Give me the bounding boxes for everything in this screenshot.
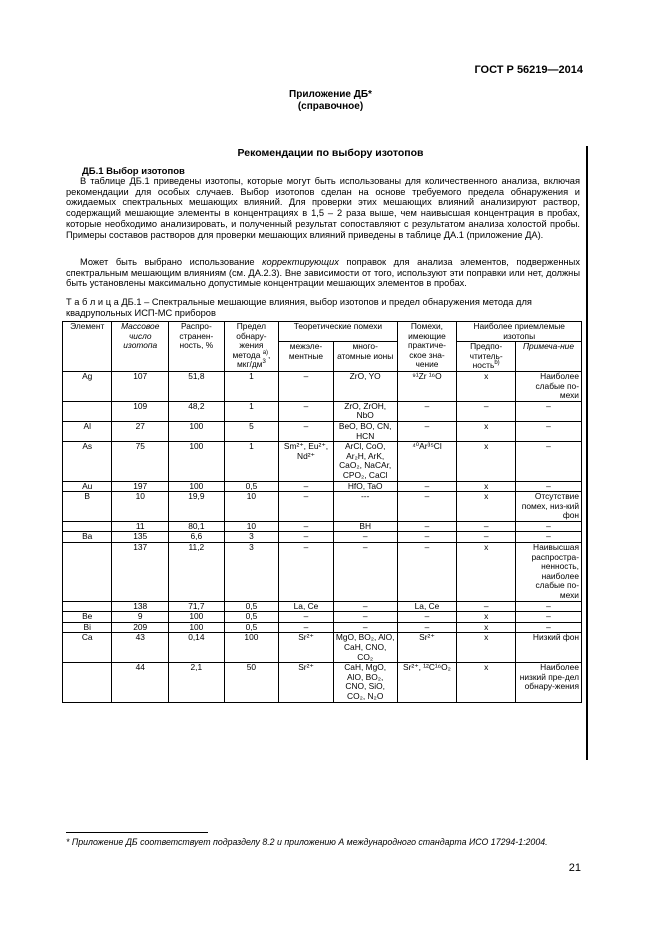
cell-interelement: – (279, 532, 334, 543)
cell-mass-number: 107 (112, 371, 169, 401)
cell-practical: – (397, 421, 457, 441)
cell-practical: – (397, 481, 457, 492)
cell-preferable: x (457, 492, 516, 522)
cell-interelement: La, Ce (279, 601, 334, 612)
document-code: ГОСТ Р 56219—2014 (474, 64, 583, 76)
isotope-table (62, 321, 582, 703)
cell-interelement: Sr²⁺ (279, 663, 334, 702)
cell-preferable: x (457, 633, 516, 663)
header-mass-number: Массовое число изотопа (112, 322, 169, 372)
cell-interelement: – (279, 622, 334, 633)
cell-note: – (516, 622, 582, 633)
table-row (63, 442, 582, 481)
header-theoretical: Теоретические помехи (279, 322, 397, 342)
cell-polyatomic: – (333, 532, 397, 543)
table-row (63, 421, 582, 441)
cell-practical: – (397, 492, 457, 522)
cell-detection-limit: 3 (224, 543, 279, 602)
cell-mass-number: 27 (112, 421, 169, 441)
cell-detection-limit: 1 (224, 442, 279, 481)
cell-note: Отсутствие помех, низ-кий фон (516, 492, 582, 522)
header-element: Элемент (63, 322, 112, 372)
paragraph-2-text-b: поправок для анализа элементов, подверженных спектральным мешающим влияниям (см. ДА.2.3). Вне зависимости от того, используют эти поправки или нет, должны быть установлены максимально допустимые концентрации мешающих элементов в пробах. (66, 257, 580, 289)
cell-abundance: 6,6 (169, 532, 225, 543)
paragraph-1 (66, 176, 580, 240)
cell-detection-limit: 1 (224, 371, 279, 401)
cell-preferable: x (457, 421, 516, 441)
cell-abundance: 0,14 (169, 633, 225, 663)
cell-detection-limit: 10 (224, 492, 279, 522)
header-most-acceptable: Наиболее приемлемые изотопы (457, 322, 582, 342)
cell-note: Низкий фон (516, 633, 582, 663)
cell-preferable: x (457, 543, 516, 602)
cell-element: Bi (63, 622, 112, 633)
cell-mass-number: 10 (112, 492, 169, 522)
cell-polyatomic: – (333, 543, 397, 602)
cell-element: Ca (63, 633, 112, 663)
paragraph-1-text: В таблице ДБ.1 приведены изотопы, которые могут быть использованы для количественного анализа, включая рекомендации для особых случаев. Выбор изотопов сделан на основе требуемого предела обнаружения и ожидаемых спектральных мешающих влияний. Для проверки этих мешающих влияний анализируют раствор, содержащий мешающие элементы в концентрациях в 1,5 – 2 раза выше, чем наивысшая концентрация в пробах, которые необходимо анализировать, и полученный результат сопоставляют с результатом анализа холостой пробы. Примеры составов растворов для проверки мешающих влияний приведены в таблице ДА.1 (приложение ДА). (66, 176, 580, 240)
cell-practical: ⁹¹Zr ¹⁶O (397, 371, 457, 401)
cell-element (63, 401, 112, 421)
cell-practical: – (397, 612, 457, 623)
cell-abundance: 100 (169, 421, 225, 441)
cell-element: Al (63, 421, 112, 441)
cell-interelement: – (279, 421, 334, 441)
cell-abundance: 2,1 (169, 663, 225, 702)
cell-abundance: 100 (169, 612, 225, 623)
cell-detection-limit: 1 (224, 401, 279, 421)
cell-interelement: – (279, 521, 334, 532)
cell-element (63, 521, 112, 532)
cell-mass-number: 44 (112, 663, 169, 702)
cell-mass-number: 43 (112, 633, 169, 663)
cell-abundance: 100 (169, 481, 225, 492)
table-row (63, 371, 582, 401)
cell-practical: Sr²⁺ (397, 633, 457, 663)
cell-mass-number: 197 (112, 481, 169, 492)
cell-element: As (63, 442, 112, 481)
cell-abundance: 100 (169, 442, 225, 481)
table-row (63, 521, 582, 532)
cell-element (63, 601, 112, 612)
cell-note: – (516, 612, 582, 623)
cell-note: – (516, 481, 582, 492)
cell-polyatomic: --- (333, 492, 397, 522)
cell-detection-limit: 100 (224, 633, 279, 663)
cell-mass-number: 75 (112, 442, 169, 481)
cell-preferable: – (457, 601, 516, 612)
cell-practical: La, Ce (397, 601, 457, 612)
cell-detection-limit: 0,5 (224, 601, 279, 612)
footnote-separator (66, 832, 208, 833)
cell-polyatomic: CaH, MgO, AlO, BO₂, CNO, SiO, CO₂, N₂O (333, 663, 397, 702)
cell-preferable: x (457, 612, 516, 623)
header-practical: Помехи, имеющие практиче-ское зна-чение (397, 322, 457, 372)
cell-interelement: – (279, 371, 334, 401)
appendix-subtitle: (справочное) (297, 101, 364, 112)
footnote: * Приложение ДБ соответствует подразделу 8.2 и приложению А международного стандарта ИСО 17294-1:2004. (66, 837, 548, 847)
cell-interelement: Sm²⁺, Eu²⁺, Nd²⁺ (279, 442, 334, 481)
table-caption: Т а б л и ц а ДБ.1 – Спектральные мешающие влияния, выбор изотопов и предел обнаружения метода для квадрупольных ИСП-МС приборов (66, 297, 532, 318)
cell-mass-number: 137 (112, 543, 169, 602)
cell-polyatomic: MgO, BO₂, AlO, CaH, CNO, CO₂ (333, 633, 397, 663)
cell-polyatomic: – (333, 612, 397, 623)
paragraph-2-emphasis: корректирующих (262, 257, 339, 267)
cell-interelement: – (279, 492, 334, 522)
cell-note: – (516, 601, 582, 612)
cell-detection-limit: 0,5 (224, 622, 279, 633)
cell-detection-limit: 0,5 (224, 481, 279, 492)
appendix-heading (0, 89, 661, 113)
cell-mass-number: 109 (112, 401, 169, 421)
cell-abundance: 51,8 (169, 371, 225, 401)
cell-interelement: – (279, 401, 334, 421)
table-row (63, 532, 582, 543)
cell-polyatomic: HfO, TaO (333, 481, 397, 492)
cell-abundance: 11,2 (169, 543, 225, 602)
table-row (63, 481, 582, 492)
cell-detection-limit: 3 (224, 532, 279, 543)
cell-abundance: 100 (169, 622, 225, 633)
table-row (63, 663, 582, 702)
cell-interelement: – (279, 481, 334, 492)
cell-preferable: x (457, 663, 516, 702)
table-row (63, 543, 582, 602)
cell-note: Наиболее низкий пре-дел обнару-жения (516, 663, 582, 702)
cell-abundance: 71,7 (169, 601, 225, 612)
cell-element: Ag (63, 371, 112, 401)
cell-note: – (516, 421, 582, 441)
cell-practical: – (397, 521, 457, 532)
table-row (63, 622, 582, 633)
table-row (63, 601, 582, 612)
subsection-title: ДБ.1 Выбор изотопов (82, 166, 185, 177)
cell-note: Наивысшая распростра-ненность, наиболее слабые по-мехи (516, 543, 582, 602)
cell-element (63, 543, 112, 602)
cell-mass-number: 138 (112, 601, 169, 612)
cell-polyatomic: – (333, 601, 397, 612)
cell-abundance: 80,1 (169, 521, 225, 532)
cell-abundance: 19,9 (169, 492, 225, 522)
cell-practical: Sr²⁺, ¹²C¹⁶O₂ (397, 663, 457, 702)
cell-note: – (516, 401, 582, 421)
cell-preferable: – (457, 401, 516, 421)
cell-polyatomic: BeO, BO, CN, HCN (333, 421, 397, 441)
table-row (63, 401, 582, 421)
header-interelement: межэле-ментные (279, 342, 334, 372)
cell-polyatomic: – (333, 622, 397, 633)
cell-detection-limit: 5 (224, 421, 279, 441)
cell-mass-number: 209 (112, 622, 169, 633)
header-note: Примеча-ние (516, 342, 582, 372)
cell-practical: – (397, 622, 457, 633)
cell-polyatomic: BH (333, 521, 397, 532)
cell-element: Be (63, 612, 112, 623)
table-row (63, 612, 582, 623)
cell-practical: – (397, 532, 457, 543)
cell-preferable: x (457, 442, 516, 481)
paragraph-2-text-a: Может быть выбрано использование (80, 257, 263, 267)
table-row (63, 633, 582, 663)
cell-abundance: 48,2 (169, 401, 225, 421)
cell-preferable: x (457, 622, 516, 633)
cell-mass-number: 11 (112, 521, 169, 532)
cell-practical: ⁴⁰Ar³⁵Cl (397, 442, 457, 481)
header-abundance: Распро-странен-ность, % (169, 322, 225, 372)
cell-interelement: Sr²⁺ (279, 633, 334, 663)
cell-polyatomic: ArCl, CoO, Ar₂H, ArK, CaO₂, NaCAr, CPO₂, CaCl (333, 442, 397, 481)
cell-element: B (63, 492, 112, 522)
cell-detection-limit: 10 (224, 521, 279, 532)
page-number: 21 (568, 862, 581, 874)
table-row (63, 492, 582, 522)
revision-bar (586, 146, 588, 760)
appendix-title: Приложение ДБ* (289, 89, 372, 100)
cell-mass-number: 9 (112, 612, 169, 623)
cell-mass-number: 135 (112, 532, 169, 543)
cell-polyatomic: ZrO, ZrOH, NbO (333, 401, 397, 421)
cell-element: Au (63, 481, 112, 492)
cell-preferable: x (457, 481, 516, 492)
cell-note: – (516, 532, 582, 543)
cell-note: – (516, 442, 582, 481)
cell-preferable: – (457, 521, 516, 532)
cell-element (63, 663, 112, 702)
header-polyatomic: много-атомные ионы (333, 342, 397, 372)
header-preferable: Предпо-чтитель-ность$^{b)}$ (457, 342, 516, 372)
section-title: Рекомендации по выбору изотопов (237, 147, 424, 159)
paragraph-2 (66, 257, 580, 289)
cell-detection-limit: 0,5 (224, 612, 279, 623)
cell-preferable: x (457, 371, 516, 401)
header-detection-limit: Предел обнару-жения метода $^{a)}$, мкг/$дм^3$ (224, 322, 279, 372)
cell-polyatomic: ZrO, YO (333, 371, 397, 401)
cell-note: Наиболее слабые по-мехи (516, 371, 582, 401)
cell-note: – (516, 521, 582, 532)
cell-practical: – (397, 401, 457, 421)
cell-preferable: – (457, 532, 516, 543)
cell-detection-limit: 50 (224, 663, 279, 702)
cell-interelement: – (279, 543, 334, 602)
cell-practical: – (397, 543, 457, 602)
cell-interelement: – (279, 612, 334, 623)
cell-element: Ba (63, 532, 112, 543)
